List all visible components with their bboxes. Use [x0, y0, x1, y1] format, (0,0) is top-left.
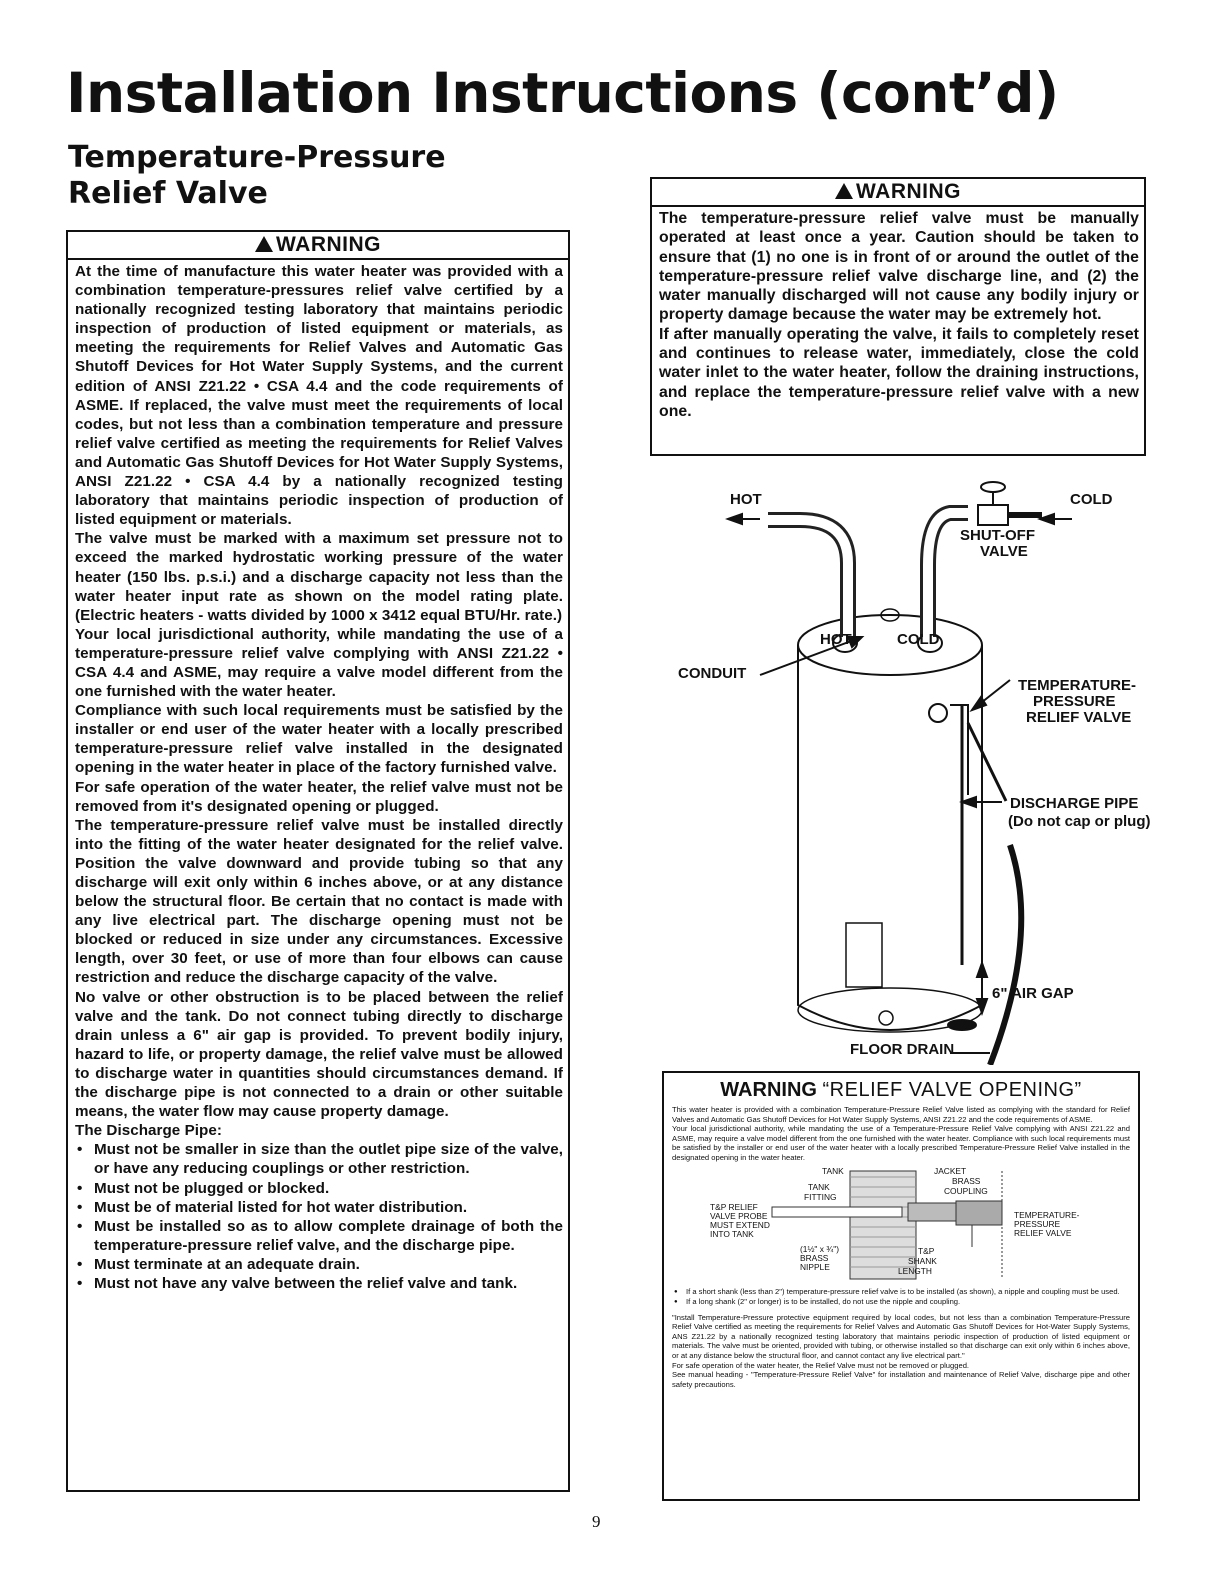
inset-brass: BRASS — [952, 1175, 981, 1186]
page-number: 9 — [592, 1512, 601, 1531]
paragraph: Compliance with such local requirements must be satisfied by the installer or end user of the water heater with a locally prescribed temperature-pressure relief valve installed in the designated opening in the water heater in place of the factory furnished valve. — [75, 702, 563, 777]
list-item: • Must be installed so as to allow complete drainage of both the temperature-pressure relief valve, and the discharge pipe. — [75, 1217, 563, 1255]
inset-tp-4: INTO TANK — [710, 1228, 754, 1239]
inset-tank-1: TANK — [822, 1165, 844, 1176]
discharge-pipe-heading: The Discharge Pipe: — [75, 1122, 222, 1140]
inset-coupling: COUPLING — [944, 1185, 988, 1196]
tank-cold-label: COLD — [897, 631, 940, 648]
relief-footer: "Install Temperature-Pressure protective equipment required by local codes, but not less than a combination Temperature-Pressure Relief Valve certified as meeting the requirements for Relief Valves and Automatic Gas Shutoff Devices for Hot-Water Supply Systems, ANS Z21.22 by a nationally recognized testing laboratory that maintains periodic inspection of production of listed equipment or materials. The valve must be oriented, provided with tubing, or otherwise installed so that discharge can exit only within 6 inches above, or at any distance below the structural floor, and cannot contact any live electrical part." — [672, 1312, 1130, 1360]
warning-box-installation — [66, 230, 570, 1492]
list-item: • Must be of material listed for hot water distribution. — [75, 1198, 563, 1217]
warning-triangle-icon — [255, 236, 273, 252]
hot-label: HOT — [730, 491, 762, 508]
list-item: ● If a short shank (less than 2") temperature-pressure relief valve is to be installed (as shown), a nipple and coupling must be used. — [672, 1287, 1130, 1297]
inset-length: LENGTH — [898, 1265, 932, 1276]
relief-paragraph: Your local jurisdictional authority, while mandating the use of a Temperature-Pressure Relief Valve complying with ANSI Z21.22 and ASME, may require a valve model different from the one furnished with the water heater. Compliance with such local requirements must be satisfied by the installer or end user of the water heater with a locally prescribed Temperature-Pressure Relief Valve installed in the designated opening in the water heater. — [672, 1124, 1130, 1162]
inset-tpr-3: RELIEF VALVE — [1014, 1227, 1072, 1238]
valve-fitting-inset — [672, 1167, 1130, 1285]
inset-nipple-2: BRASS — [800, 1252, 829, 1263]
paragraph: The temperature-pressure relief valve must be installed directly into the fitting of the water heater designated for the relief valve. Position the valve downward and provide tubing so that any discharge will exit only within 6 inches above, or at any distance below the structural floor. Be certain that no contact is made with any live electrical part. The discharge opening must not be blocked or reduced in size under any circumstances. Excessive length, over 30 feet, or use of more than four elbows can cause restriction and reduce the discharge capacity of the valve. — [75, 816, 563, 987]
inset-shank: SHANK — [908, 1255, 937, 1266]
discharge-label-1: DISCHARGE PIPE — [1010, 795, 1139, 812]
paragraph: If after manually operating the valve, it fails to completely reset and continues to release water, immediately, close the cold water inlet to the water heater, follow the draining instructions, and replace the temperature-pressure relief valve with a new one. — [659, 325, 1139, 420]
inset-nipple-3: NIPPLE — [800, 1261, 830, 1272]
inset-tp-3: MUST EXTEND — [710, 1219, 770, 1230]
discharge-label-2: (Do not cap or plug) — [1008, 813, 1151, 830]
warning-body — [652, 207, 1144, 425]
section-title: Temperature-Pressure Relief Valve — [68, 140, 446, 211]
paragraph: For safe operation of the water heater, the relief valve must not be removed from it's designated opening or plugged. — [75, 778, 563, 815]
relief-footer: See manual heading - "Temperature-Pressure Relief Valve" for installation and maintenance of Relief Valve, discharge pipe and other safety precautions. — [672, 1370, 1130, 1389]
tpr-label-3: RELIEF VALVE — [1026, 709, 1132, 726]
conduit-label: CONDUIT — [678, 665, 747, 682]
inset-nipple-1: (1½" x ¾") — [800, 1243, 839, 1254]
paragraph: The temperature-pressure relief valve must be manually operated at least once a year. Caution should be taken to ensure that (1) no one is in front of or around the outlet of the temperature-pressure relief valve discharge line, and (2) the water manually discharged will not cause any bodily injury or property damage because the water may be extremely hot. — [659, 210, 1139, 324]
relief-paragraph: This water heater is provided with a combination Temperature-Pressure Relief Valve listed as complying with the standard for Relief Valves and Automatic Gas Shutoff Devices for Hot Water Supply Systems, ANSI Z21.22 and the code requirements of ASME. — [672, 1105, 1130, 1124]
paragraph: At the time of manufacture this water heater was provided with a combination temperature-pressures relief valve certified by a nationally recognized testing laboratory that maintains periodic inspection of production of listed equipment or materials, as meeting the requirements for Relief Valves and Automatic Gas Shutoff Devices for Hot Water Supply Systems, and the current edition of ANSI Z21.22 • CSA 4.4 and the code requirements of ASME. If replaced, the valve must meet the requirements of local codes, but not less than a combination temperature and pressure relief valve certified as meeting the requirements for Relief Valves and Automatic Gas Shutoff Devices for Hot Water Supply Systems, ANSI Z21.22 • CSA 4.4 by a nationally recognized testing laboratory that maintains periodic inspection of production of listed equipment or materials. — [75, 263, 563, 529]
shutoff-label-2: VALVE — [980, 543, 1028, 560]
list-item: ● If a long shank (2" or longer) is to be installed, do not use the nipple and coupling. — [672, 1297, 1130, 1307]
floor-drain-label: FLOOR DRAIN — [850, 1041, 955, 1058]
inset-fitting: FITTING — [804, 1191, 837, 1202]
inset-tank-2: TANK — [808, 1181, 830, 1192]
paragraph: No valve or other obstruction is to be placed between the relief valve and the tank. Do not connect tubing directly to discharge drain unless a 6" air gap is provided. To prevent bodily injury, hazard to life, or property damage, the relief valve must be allowed to discharge water in quantities should circumstances demand. If the discharge pipe is not connected to a drain or other suitable means, the water flow may cause property damage. — [75, 988, 563, 1121]
warning-triangle-icon — [835, 183, 853, 199]
water-heater-diagram — [650, 465, 1170, 1065]
inset-jacket: JACKET — [934, 1165, 967, 1176]
inset-tp-2: VALVE PROBE — [710, 1210, 768, 1221]
water-heater-illustration — [650, 465, 1170, 1065]
tank-hot-label: HOT — [820, 631, 852, 648]
relief-label-heading: WARNING “RELIEF VALVE OPENING” — [720, 1079, 1082, 1101]
relief-valve-opening-label — [662, 1071, 1140, 1501]
tpr-label-2: PRESSURE — [1033, 693, 1116, 710]
list-item: • Must not be smaller in size than the outlet pipe size of the valve, or have any reducing couplings or other restriction. — [75, 1140, 563, 1178]
shutoff-label-1: SHUT-OFF — [960, 527, 1035, 544]
list-item: • Must not have any valve between the relief valve and tank. — [75, 1274, 563, 1293]
warning-heading: WARNING — [68, 232, 568, 260]
list-item: • Must terminate at an adequate drain. — [75, 1255, 563, 1274]
discharge-pipe-list — [75, 1140, 563, 1293]
warning-box-manual-operation — [650, 177, 1146, 456]
relief-footer: For safe operation of the water heater, the Relief Valve must not be removed or plugged. — [672, 1360, 970, 1370]
inset-tpr-2: PRESSURE — [1014, 1218, 1061, 1229]
inset-tpr-1: TEMPERATURE- — [1014, 1209, 1080, 1220]
list-item: • Must not be plugged or blocked. — [75, 1179, 563, 1198]
relief-bullets — [672, 1287, 1130, 1307]
page-title: Installation Instructions (cont’d) — [66, 61, 1059, 125]
warning-body — [68, 260, 568, 1297]
inset-tp-shank: T&P — [918, 1245, 935, 1256]
cold-label: COLD — [1070, 491, 1113, 508]
paragraph: Your local jurisdictional authority, while mandating the use of a temperature-pressure relief valve complying with ANSI Z21.22 • CSA 4.4 and ASME, may require a valve model different from the one furnished with the water heater. — [75, 625, 563, 701]
inset-tp-1: T&P RELIEF — [710, 1201, 758, 1212]
warning-heading: WARNING — [652, 179, 1144, 207]
tpr-label-1: TEMPERATURE- — [1018, 677, 1137, 694]
air-gap-label: 6" AIR GAP — [992, 985, 1074, 1002]
paragraph: The valve must be marked with a maximum set pressure not to exceed the marked hydrostatic working pressure of the water heater (150 lbs. p.s.i.) and a discharge capacity not less than the water heater input rate as shown on the model rating plate. (Electric heaters - watts divided by 1000 x 3412 equal BTU/Hr. rate.) — [75, 530, 563, 624]
